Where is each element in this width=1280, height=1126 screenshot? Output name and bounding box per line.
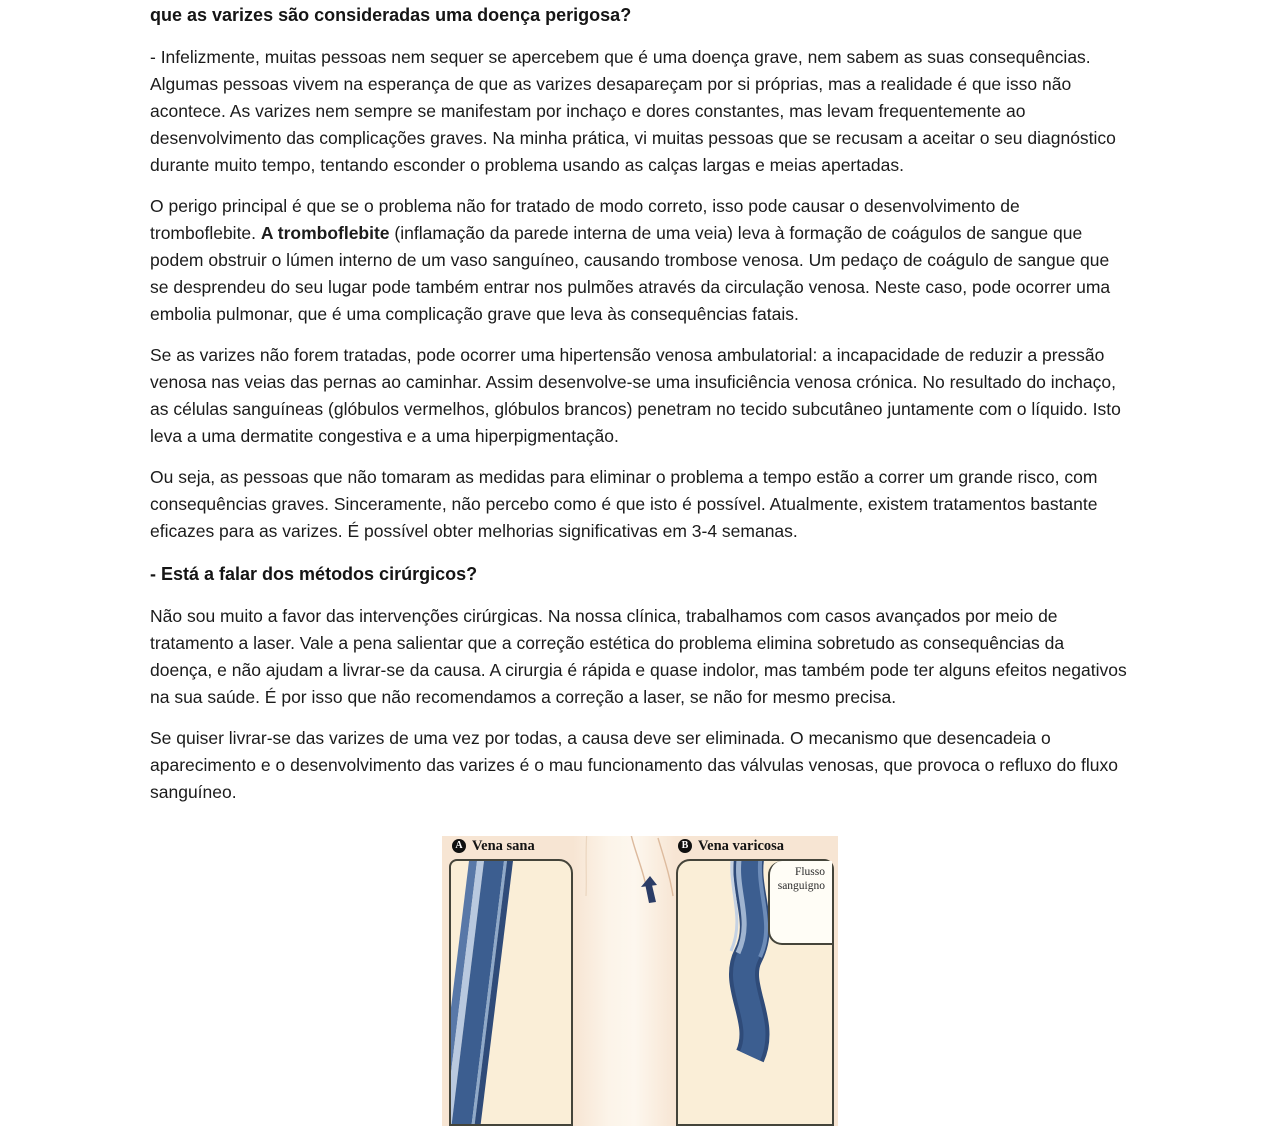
thrombophlebitis-bold-term: A tromboflebite — [260, 223, 390, 243]
paragraph-risk: Ou seja, as pessoas que não tomaram as medidas para eliminar o problema a tempo estão a correr um grande risco, com consequências graves. Sinceramente, não percebo como é que isto é possível. Atualmente, existem tratamentos bastante eficazes para as varizes. É possível obter melhorias significativas em 3-4 semanas. — [150, 467, 1098, 541]
question-heading-top: que as varizes são consideradas uma doença perigosa? — [150, 5, 632, 25]
vein-comparison-diagram — [442, 836, 838, 1126]
paragraph-danger-after: (inflamação da parede interna de uma veia) leva à formação de coágulos de sangue que podem obstruir o lúmen interno de um vaso sanguíneo, causando trombose venosa. Um pedaço de coágulo de sangue que se desprendeu do seu lugar pode também entrar nos pulmões através da circulação venosa. Neste caso, pode ocorrer uma embolia pulmonar, que é uma complicação grave que leva às consequências fatais. — [150, 223, 1111, 324]
article-body — [150, 2, 1130, 1126]
paragraph-untreated: Se as varizes não forem tratadas, pode ocorrer uma hipertensão venosa ambulatorial: a incapacidade de reduzir a pressão venosa nas veias das pernas ao caminhar. Assim desenvolve-se uma insuficiência venosa crónica. No resultado do inchaço, as células sanguíneas (glóbulos vermelhos, glóbulos brancos) penetram no tecido subcutâneo juntamente com o líquido. Isto leva a uma dermatite congestiva e a uma hiperpigmentação. — [150, 345, 1121, 446]
healthy-vein-graphic — [451, 861, 571, 1124]
panel-b-badge-icon: B — [678, 839, 692, 853]
question-heading-surgical: - Está a falar dos métodos cirúrgicos? — [150, 564, 478, 584]
panel-a-title: Vena sana — [472, 837, 535, 854]
paragraph-intro: - Infelizmente, muitas pessoas nem sequer se apercebem que é uma doença grave, nem sabem as suas consequências. Algumas pessoas vivem na esperança de que as varizes desapareçam por si próprias, mas a realidade é que isso não acontece. As varizes nem sempre se manifestam por inchaço e dores constantes, mas levam frequentemente ao desenvolvimento das complicações graves. Na minha prática, vi muitas pessoas que se recusam a aceitar o seu diagnóstico durante muito tempo, tentando esconder o problema usando as calças largas e meias apertadas. — [150, 47, 1116, 175]
paragraph-surgery: Não sou muito a favor das intervenções cirúrgicas. Na nossa clínica, trabalhamos com casos avançados por meio de tratamento a laser. Vale a pena salientar que a correção estética do problema elimina sobretudo as consequências da doença, e não ajudam a livrar-se da causa. A cirurgia é rápida e quase indolor, mas também pode ter alguns efeitos negativos na sua saúde. É por isso que não recomendamos a correção a laser, se não for mesmo precisa. — [150, 606, 1127, 707]
panel-a-label — [452, 838, 535, 854]
flow-label-line1: Flusso — [794, 866, 825, 878]
panel-a-badge-icon: A — [452, 839, 466, 853]
blood-flow-callout — [768, 861, 832, 945]
paragraph-danger-before: O perigo principal é que se o problema não for tratado de modo correto, isso pode causar o desenvolvimento de tromboflebite. — [150, 196, 1020, 243]
paragraph-danger — [150, 193, 1130, 328]
blood-flow-arrow-icon — [641, 876, 657, 903]
flow-label-line2: sanguigno — [777, 880, 825, 892]
panel-b-label — [678, 838, 784, 854]
paragraph-cause: Se quiser livrar-se das varizes de uma vez por todas, a causa deve ser eliminada. O mecanismo que desencadeia o aparecimento e o desenvolvimento das varizes é o mau funcionamento das válvulas venosas, que provoca o refluxo do fluxo sanguíneo. — [150, 728, 1118, 802]
leg-contour-and-flow-arrow — [573, 836, 676, 1126]
panel-b-title: Vena varicosa — [698, 837, 785, 854]
varicose-vein-panel — [676, 859, 834, 1126]
healthy-vein-panel — [449, 859, 573, 1126]
